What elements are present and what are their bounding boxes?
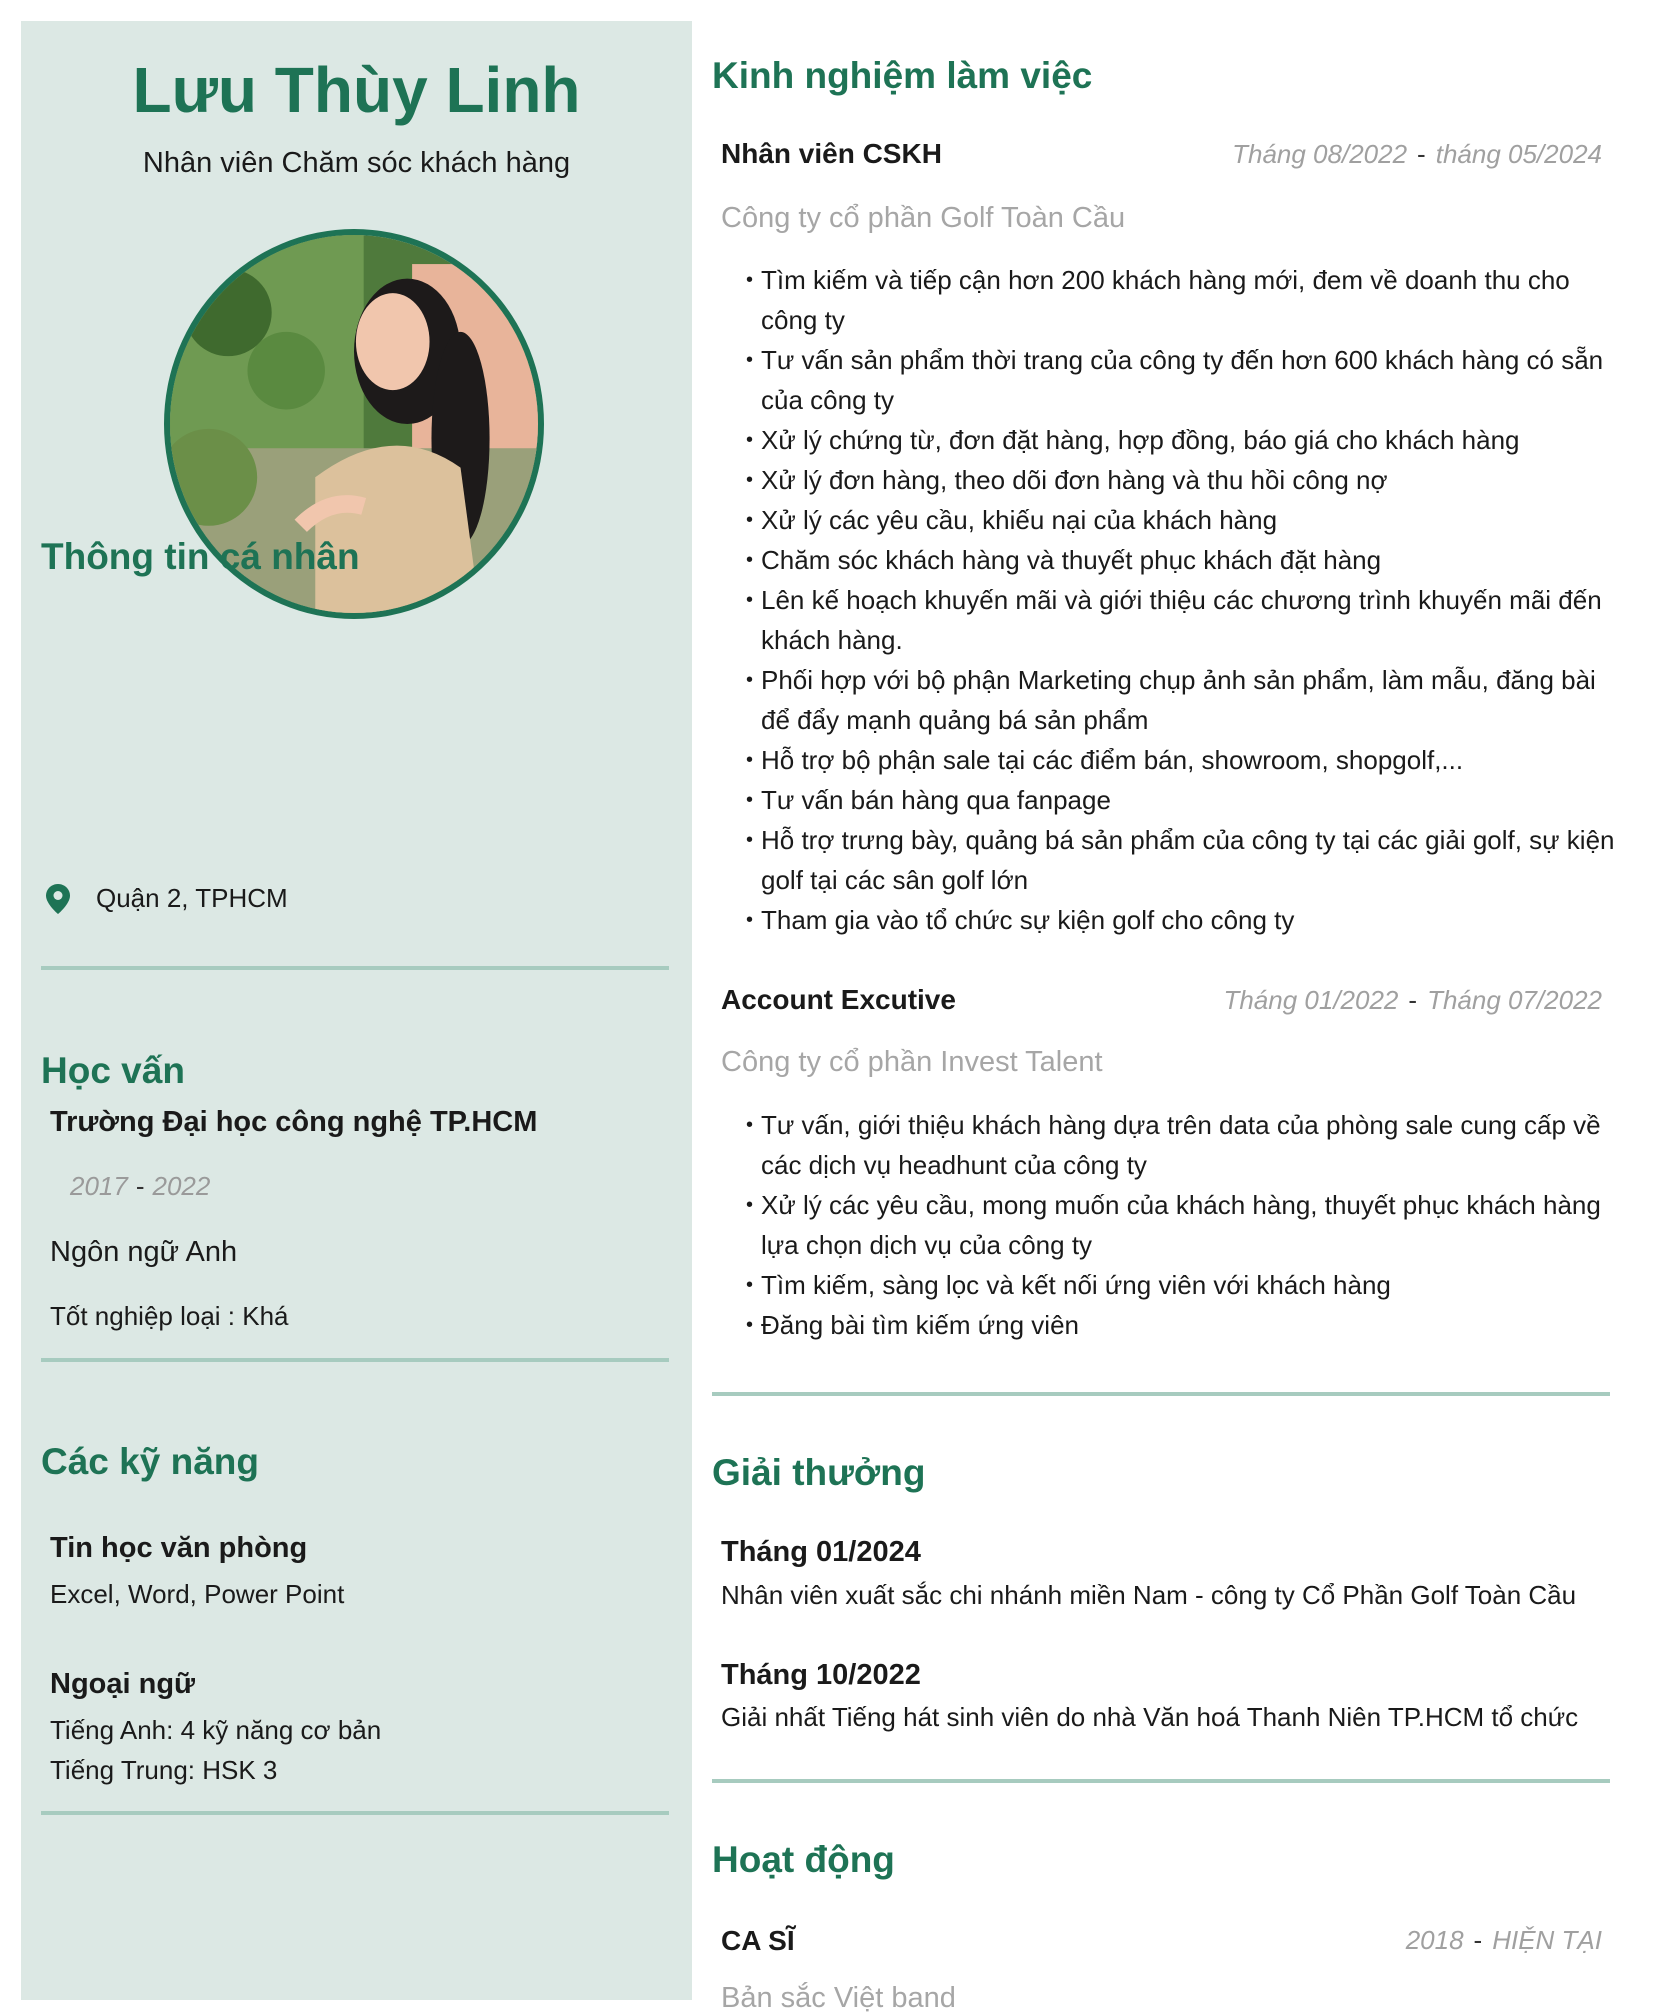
job-bullets: [721, 1105, 1621, 1345]
education-grade: Tốt nghiệp loại : Khá: [50, 1301, 289, 1331]
education-end: 2022: [152, 1171, 211, 1201]
award-desc: Nhân viên xuất sắc chi nhánh miền Nam - công ty Cổ Phần Golf Toàn Cầu: [721, 1580, 1577, 1610]
award-date: Tháng 10/2022: [721, 1659, 921, 1691]
divider: [41, 1358, 669, 1362]
list-item: • Tư vấn bán hàng qua fanpage: [721, 780, 1621, 820]
date-separator: -: [1417, 139, 1426, 169]
skill-line: Tiếng Trung: HSK 3: [50, 1755, 278, 1785]
education-start: 2017: [70, 1171, 128, 1201]
list-item: • Xử lý chứng từ, đơn đặt hàng, hợp đồng, báo giá cho khách hàng: [721, 420, 1621, 460]
award-desc: Giải nhất Tiếng hát sinh viên do nhà Văn hoá Thanh Niên TP.HCM tổ chức: [721, 1702, 1579, 1732]
list-item: • Xử lý các yêu cầu, khiếu nại của khách hàng: [721, 500, 1621, 540]
list-item: • Chăm sóc khách hàng và thuyết phục khách đặt hàng: [721, 540, 1621, 580]
activity-end: HIỆN TẠI: [1492, 1925, 1602, 1955]
experience-heading: Kinh nghiệm làm việc: [712, 55, 1093, 96]
skill-desc: [50, 1710, 381, 1790]
job-title: Account Excutive: [721, 984, 956, 1015]
profile-title: Nhân viên Chăm sóc khách hàng: [142, 147, 571, 179]
education-years: [70, 1171, 210, 1202]
location-row: [46, 883, 288, 914]
list-item: • Hỗ trợ bộ phận sale tại các điểm bán, showroom, shopgolf,...: [721, 740, 1621, 780]
activity-dates: [1406, 1925, 1602, 1956]
job-end: Tháng 07/2022: [1427, 985, 1602, 1015]
activity-title: CA SĨ: [721, 1925, 795, 1956]
list-item: • Phối hợp với bộ phận Marketing chụp ảnh sản phẩm, làm mẫu, đăng bài để đẩy mạnh quảng bá sản phẩm: [721, 660, 1621, 740]
skill-desc: [50, 1574, 344, 1614]
list-item: • Tham gia vào tổ chức sự kiện golf cho công ty: [721, 900, 1621, 940]
job-end: tháng 05/2024: [1435, 139, 1602, 169]
job-start: Tháng 01/2022: [1223, 985, 1399, 1015]
main-column: [712, 0, 1632, 2014]
map-pin-icon: [46, 884, 70, 914]
divider: [41, 1811, 669, 1815]
job-company: Công ty cổ phần Invest Talent: [721, 1046, 1103, 1078]
education-major: Ngôn ngữ Anh: [50, 1236, 238, 1268]
skills-heading: Các kỹ năng: [41, 1441, 259, 1482]
education-school: Trường Đại học công nghệ TP.HCM: [50, 1106, 538, 1138]
list-item: • Hỗ trợ trưng bày, quảng bá sản phẩm của công ty tại các giải golf, sự kiện golf tại các sân golf lớn: [721, 820, 1621, 900]
list-item: • Lên kế hoạch khuyến mãi và giới thiệu các chương trình khuyến mãi đến khách hàng.: [721, 580, 1621, 660]
activities-heading: Hoạt động: [712, 1839, 895, 1880]
activity-start: 2018: [1405, 1925, 1464, 1955]
education-heading: Học vấn: [41, 1050, 185, 1091]
sidebar: [21, 21, 692, 2000]
skill-name: Ngoại ngữ: [50, 1668, 196, 1700]
activity-org: Bản sắc Việt band: [721, 1982, 956, 2014]
job-title: Nhân viên CSKH: [721, 138, 942, 169]
list-item: • Đăng bài tìm kiếm ứng viên: [721, 1305, 1621, 1345]
divider: [712, 1392, 1610, 1396]
job-start: Tháng 08/2022: [1232, 139, 1408, 169]
date-separator: -: [1408, 985, 1418, 1015]
job-bullets: [721, 260, 1621, 940]
divider: [41, 966, 669, 970]
date-separator: -: [1473, 1925, 1483, 1955]
skill-name: Tin học văn phòng: [50, 1532, 308, 1564]
list-item: • Tư vấn sản phẩm thời trang của công ty đến hơn 600 khách hàng có sẵn của công ty: [721, 340, 1621, 420]
personal-info-heading: Thông tin cá nhân: [41, 536, 360, 577]
job-dates: [1223, 985, 1602, 1016]
divider: [712, 1779, 1610, 1783]
skill-line: Excel, Word, Power Point: [50, 1579, 345, 1609]
list-item: • Xử lý đơn hàng, theo dõi đơn hàng và thu hồi công nợ: [721, 460, 1621, 500]
skill-line: Tiếng Anh: 4 kỹ năng cơ bản: [50, 1715, 382, 1745]
awards-heading: Giải thưởng: [712, 1452, 926, 1493]
profile-name: Lưu Thùy Linh: [132, 54, 581, 126]
date-separator: -: [135, 1171, 145, 1201]
location-text: Quận 2, TPHCM: [96, 883, 288, 913]
list-item: • Tư vấn, giới thiệu khách hàng dựa trên data của phòng sale cung cấp về các dịch vụ headhunt của công ty: [721, 1105, 1621, 1185]
list-item: • Xử lý các yêu cầu, mong muốn của khách hàng, thuyết phục khách hàng lựa chọn dịch vụ của công ty: [721, 1185, 1621, 1265]
award-date: Tháng 01/2024: [721, 1536, 921, 1568]
job-company: Công ty cổ phần Golf Toàn Cầu: [721, 202, 1126, 234]
job-dates: [1232, 139, 1602, 170]
list-item: • Tìm kiếm, sàng lọc và kết nối ứng viên với khách hàng: [721, 1265, 1621, 1305]
list-item: • Tìm kiếm và tiếp cận hơn 200 khách hàng mới, đem về doanh thu cho công ty: [721, 260, 1621, 340]
